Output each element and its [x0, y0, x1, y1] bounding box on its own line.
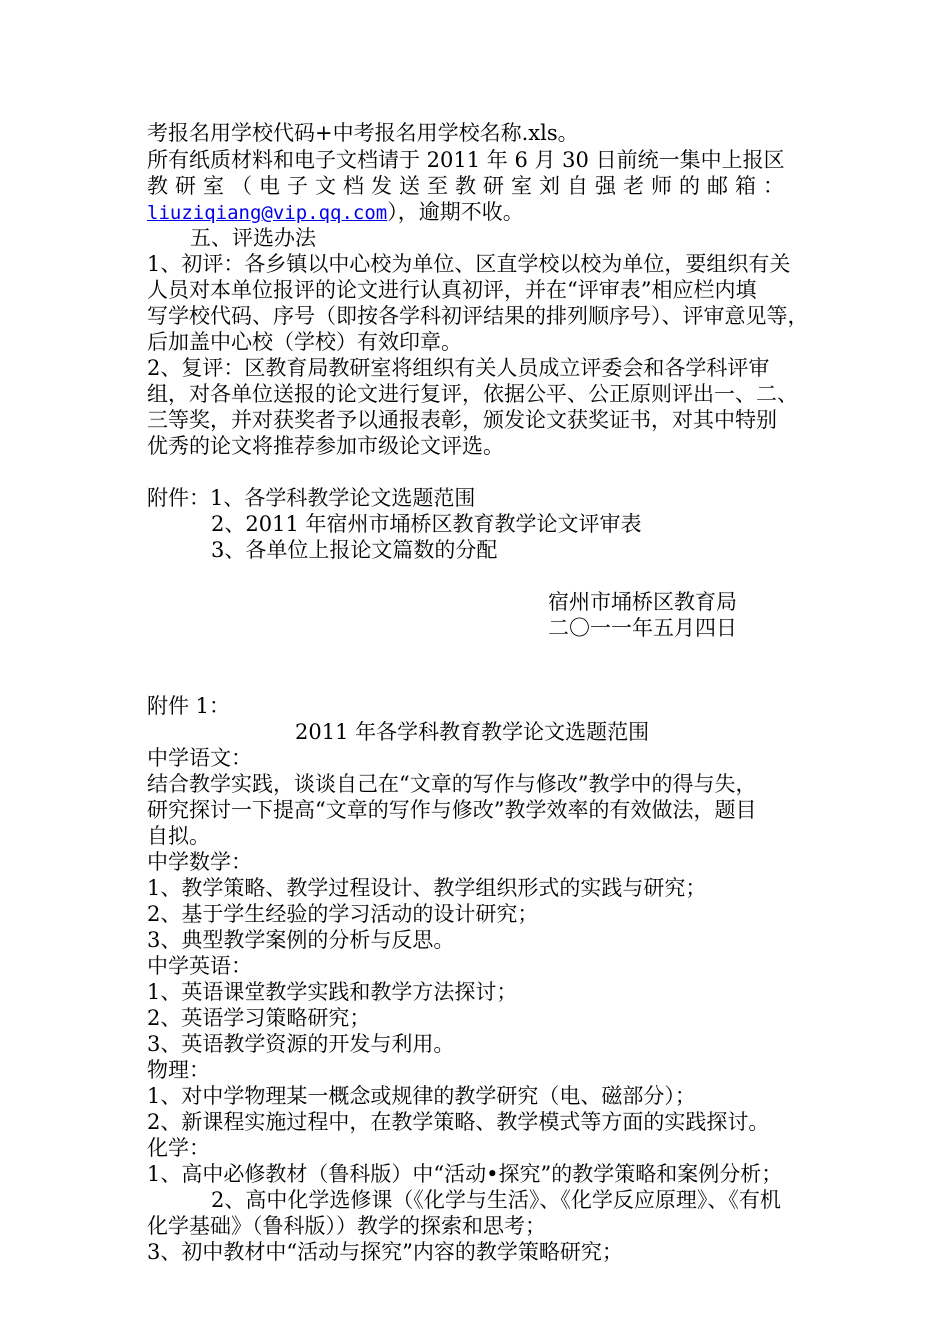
topic-item: 2、高中化学选修课（《化学与生活》、《化学反应原理》、《有机 — [211, 1188, 781, 1212]
subject-heading: 中学语文： — [147, 746, 252, 770]
subject-heading: 物理： — [147, 1058, 210, 1082]
topic-item: 化学基础》（鲁科版））教学的探索和思考； — [147, 1214, 546, 1238]
email-line — [147, 199, 524, 225]
text-line: 优秀的论文将推荐参加市级论文评选。 — [147, 434, 504, 458]
text-line: 2、复评：区教育局教研室将组织有关人员成立评委会和各学科评审 — [147, 356, 770, 380]
text-line: 自拟。 — [147, 824, 210, 848]
topic-item: 3、英语教学资源的开发与利用。 — [147, 1032, 455, 1056]
email-link[interactable]: liuziqiang@vip.qq.com — [147, 202, 388, 224]
topic-item: 2、英语学习策略研究； — [147, 1006, 371, 1030]
text-line: 写学校代码、序号（即按各学科初评结果的排列顺序号）、评审意见等， — [147, 304, 809, 328]
subject-heading: 中学英语： — [147, 954, 252, 978]
text-line: 人员对本单位报评的论文进行认真初评，并在“评审表”相应栏内填 — [147, 278, 757, 302]
text-line: 三等奖，并对获奖者予以通报表彰，颁发论文获奖证书，对其中特别 — [147, 408, 777, 432]
topic-item: 2、新课程实施过程中，在教学策略、教学模式等方面的实践探讨。 — [147, 1110, 770, 1134]
appendix-label: 附件 1： — [147, 694, 231, 718]
text-line: 考报名用学校代码+中考报名用学校名称.xls。 — [147, 121, 579, 145]
attachment-line: 附件：1、各学科教学论文选题范围 — [147, 486, 476, 510]
section-heading: 五、评选办法 — [190, 226, 316, 250]
topic-item: 3、初中教材中“活动与探究”内容的教学策略研究； — [147, 1240, 623, 1264]
issue-date: 二〇一一年五月四日 — [548, 616, 737, 640]
topic-item: 1、教学策略、教学过程设计、教学组织形式的实践与研究； — [147, 876, 707, 900]
text-line: 1、初评：各乡镇以中心校为单位、区直学校以校为单位，要组织有关 — [147, 252, 791, 276]
email-suffix: ），逾期不收。 — [387, 200, 524, 224]
attachment-line: 3、各单位上报论文篇数的分配 — [211, 538, 498, 562]
text-line: 后加盖中心校（学校）有效印章。 — [147, 330, 462, 354]
topic-item: 1、英语课堂教学实践和教学方法探讨； — [147, 980, 518, 1004]
subject-heading: 化学： — [147, 1136, 210, 1160]
appendix-title: 2011 年各学科教育教学论文选题范围 — [295, 720, 650, 744]
text-line: 组，对各单位送报的论文进行复评，依据公平、公正原则评出一、二、 — [147, 382, 798, 406]
text-line: 教研室（电子文档发送至教研室刘自强老师的邮箱： — [147, 174, 791, 198]
topic-item: 1、高中必修教材（鲁科版）中“活动•探究”的教学策略和案例分析； — [147, 1162, 783, 1186]
topic-item: 3、典型教学案例的分析与反思。 — [147, 928, 455, 952]
text-line: 所有纸质材料和电子文档请于 2011 年 6 月 30 日前统一集中上报区 — [147, 148, 785, 172]
issuer-name: 宿州市埇桥区教育局 — [548, 590, 737, 614]
topic-item: 2、基于学生经验的学习活动的设计研究； — [147, 902, 539, 926]
topic-item: 1、对中学物理某一概念或规律的教学研究（电、磁部分）； — [147, 1084, 696, 1108]
text-line: 结合教学实践，谈谈自己在“文章的写作与修改”教学中的得与失， — [147, 772, 757, 796]
text-line: 研究探讨一下提高“文章的写作与修改”教学效率的有效做法，题目 — [147, 798, 757, 822]
subject-heading: 中学数学： — [147, 850, 252, 874]
attachment-line: 2、2011 年宿州市埇桥区教育教学论文评审表 — [211, 512, 642, 536]
